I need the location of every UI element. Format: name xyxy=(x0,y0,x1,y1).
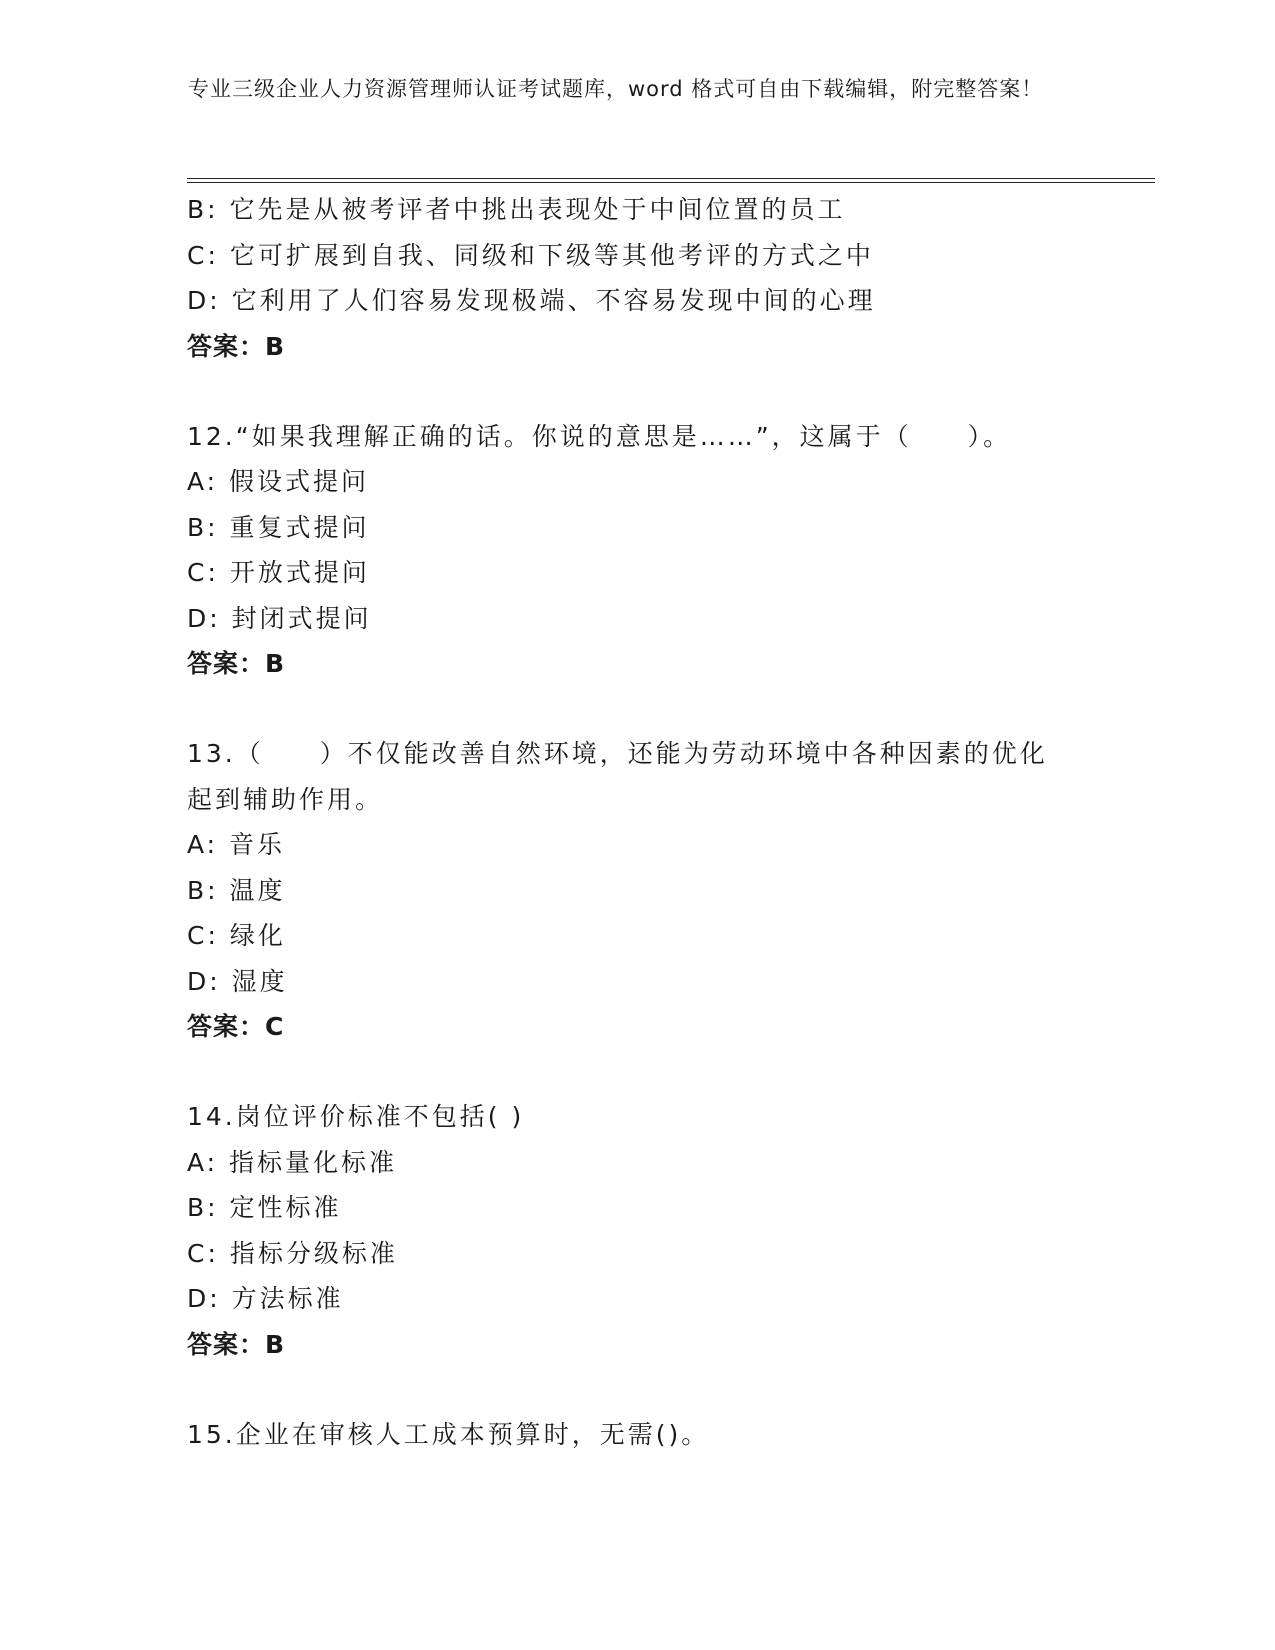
option-b: B: 它先是从被考评者中挑出表现处于中间位置的员工 xyxy=(187,195,846,224)
question-stem: 13.（ ）不仅能改善自然环境，还能为劳动环境中各种因素的优化起到辅助作用。 xyxy=(187,739,1048,814)
question-continued xyxy=(187,187,1087,370)
option-b: B: 定性标准 xyxy=(187,1193,342,1222)
option-d: D: 封闭式提问 xyxy=(187,603,372,633)
header-rule-top xyxy=(187,178,1155,179)
option-a: A: 音乐 xyxy=(187,830,286,859)
answer: 答案：B xyxy=(187,649,286,678)
option-c: C: 它可扩展到自我、同级和下级等其他考评的方式之中 xyxy=(187,240,874,270)
option-a: A: 指标量化标准 xyxy=(187,1147,398,1177)
option-a: A: 假设式提问 xyxy=(187,467,370,496)
document-header: 专业三级企业人力资源管理师认证考试题库，word 格式可自由下载编辑，附完整答案！ xyxy=(188,77,1044,101)
option-d: D: 它利用了人们容易发现极端、不容易发现中间的心理 xyxy=(187,286,876,315)
option-c: C: 指标分级标准 xyxy=(187,1238,398,1268)
question-12 xyxy=(187,414,1087,688)
answer: 答案：C xyxy=(187,1012,285,1041)
question-13 xyxy=(187,731,1087,1050)
option-d: D: 湿度 xyxy=(187,966,288,996)
question-stem: 15.企业在审核人工成本预算时，无需()。 xyxy=(187,1419,710,1449)
question-stem: 12.“如果我理解正确的话。你说的意思是……”，这属于（ ）。 xyxy=(187,421,1012,451)
option-d: D: 方法标准 xyxy=(187,1284,344,1313)
option-b: B: 温度 xyxy=(187,875,286,905)
question-14 xyxy=(187,1094,1087,1368)
header-rule-bottom xyxy=(187,182,1155,183)
option-b: B: 重复式提问 xyxy=(187,512,370,542)
question-stem: 14.岗位评价标准不包括( ) xyxy=(187,1102,525,1131)
answer: 答案：B xyxy=(187,1329,286,1359)
option-c: C: 开放式提问 xyxy=(187,558,370,587)
question-15 xyxy=(187,1412,1087,1458)
option-c: C: 绿化 xyxy=(187,921,286,950)
question-list xyxy=(187,187,1087,1457)
answer: 答案：B xyxy=(187,331,286,361)
